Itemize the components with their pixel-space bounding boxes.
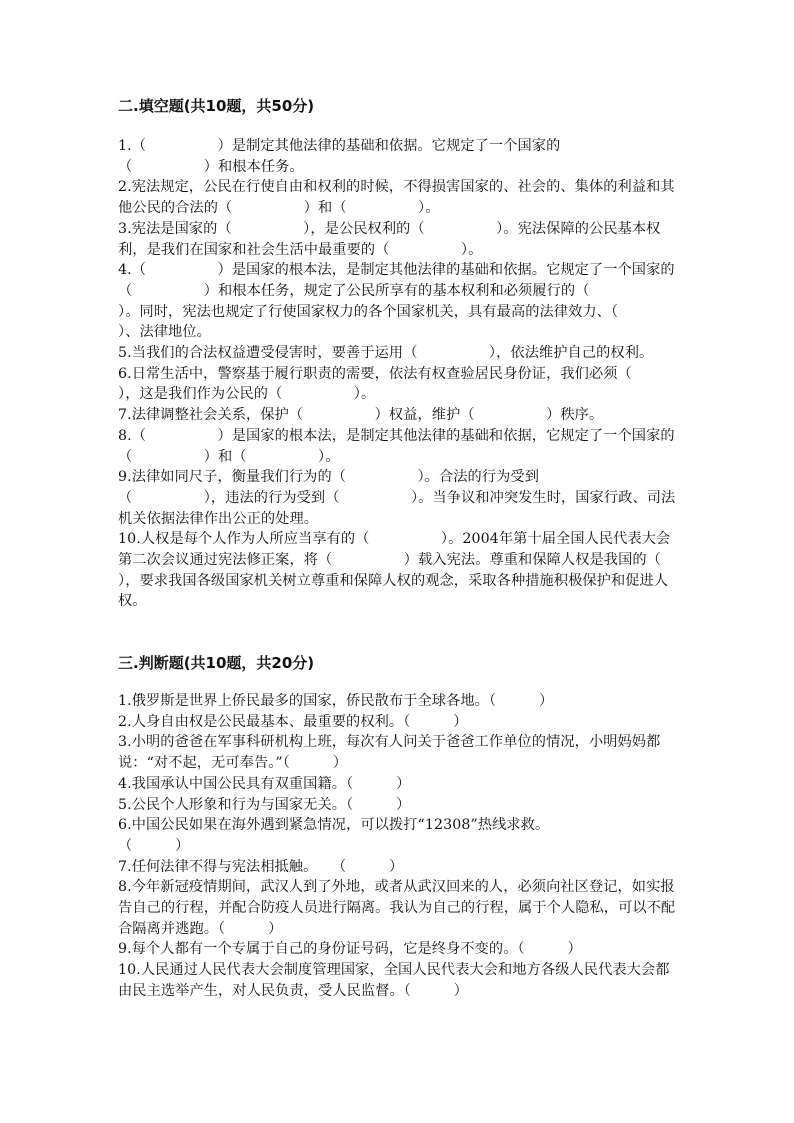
fill-in-question-4: 4.（ ）是国家的根本法，是制定其他法律的基础和依据。它规定了一个国家的（ ）和根本任务，规定了公民所享有的基本权利和必须履行的（ ）。同时，宪法也规定了行使国家权力的各个国家机关，具有最高的法律效力、（ ）、法律地位。	[118, 262, 690, 341]
fill-in-question-9: 9.法律如同尺子，衡量我们行为的（ ）。合法的行为受到 （ ），违法的行为受到（ ）。当争议和冲突发生时，国家行政、司法机关依据法律作出公正的处理。	[118, 469, 676, 527]
section-title-fill-in: 二.填空题(共10题，共50分)	[118, 97, 315, 115]
true-false-question-list	[118, 691, 678, 1002]
true-false-question-3: 3.小明的爸爸在军事科研机构上班，每次有人问关于爸爸工作单位的情况，小明妈妈都说：“对不起，无可奉告。”（ ）	[118, 734, 661, 772]
fill-in-question-list	[118, 136, 733, 612]
fill-in-question-5: 5.当我们的合法权益遭受侵害时，要善于运用（ ），依法维护自己的权利。	[118, 345, 654, 362]
fill-in-question-6: 6.日常生活中，警察基于履行职责的需要，依法有权查验居民身份证，我们必须（ ），这是我们作为公民的（ ）。	[118, 365, 704, 403]
true-false-question-2: 2.人身自由权是公民最基本、最重要的权利。（ ）	[118, 713, 468, 730]
section-title-true-false: 三.判断题(共10题，共20分)	[118, 654, 315, 672]
true-false-question-4: 4.我国承认中国公民具有双重国籍。（ ）	[118, 775, 411, 792]
fill-in-question-10: 10.人权是每个人作为人所应当享有的（ ）。2004年第十届全国人民代表大会第二次会议通过宪法修正案，将（ ）载入宪法。尊重和保障人权是我国的（ ），要求我国各级国家机关树立尊重和保障人权的观念，采取各种措施积极保护和促进人权。	[118, 531, 733, 610]
true-false-question-5: 5.公民个人形象和行为与国家无关。（ ）	[118, 796, 411, 813]
true-false-question-9: 9.每个人都有一个专属于自己的身份证号码，它是终身不变的。（ ）	[118, 941, 582, 958]
fill-in-question-3: 3.宪法是国家的（ ），是公民权利的（ ）。宪法保障的公民基本权利，是我们在国家和社会生活中最重要的（ ）。	[118, 220, 661, 258]
true-false-question-10: 10.人民通过人民代表大会制度管理国家，全国人民代表大会和地方各级人民代表大会都由民主选举产生，对人民负责，受人民监督。（ ）	[118, 962, 670, 999]
true-false-question-6: 6.中国公民如果在海外遇到紧急情况，可以拨打“12308”热线求救。 （ ）	[118, 817, 550, 854]
true-false-question-1: 1.俄罗斯是世界上侨民最多的国家，侨民散布于全球各地。（ ）	[118, 693, 554, 709]
true-false-question-8: 8.今年新冠疫情期间，武汉人到了外地，或者从武汉回来的人，必须向社区登记，如实报告自己的行程，并配合防疫人员进行隔离。我认为自己的行程，属于个人隐私，可以不配合隔离并逃跑。（ ）	[118, 879, 676, 937]
true-false-question-7: 7.任何法律不得与宪法相抵触。 （ ）	[118, 858, 404, 875]
fill-in-question-8: 8.（ ）是国家的根本法，是制定其他法律的基础和依据，它规定了一个国家的（ ）和（ ）。	[118, 427, 675, 465]
fill-in-question-2: 2.宪法规定，公民在行使自由和权利的时候，不得损害国家的、社会的、集体的利益和其他公民的合法的（ ）和（ ）。	[118, 179, 675, 217]
fill-in-question-7: 7.法律调整社会关系，保护（ ）权益，维护（ ）秩序。	[118, 407, 604, 424]
fill-in-question-1: 1.（ ）是制定其他法律的基础和依据。它规定了一个国家的 （ ）和根本任务。	[118, 138, 561, 175]
